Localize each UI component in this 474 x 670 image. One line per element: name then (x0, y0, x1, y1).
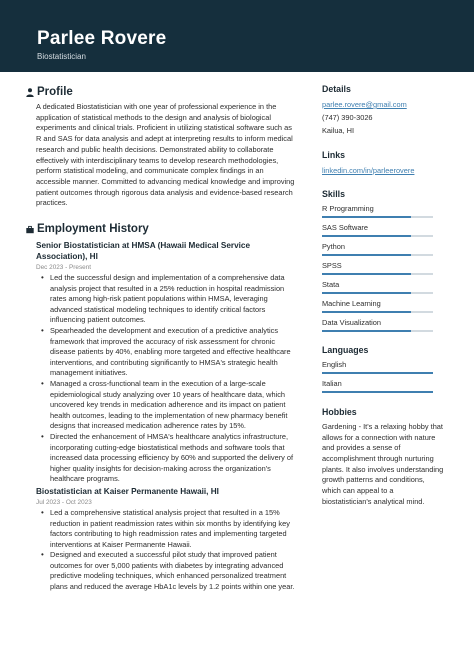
hobbies-title: Hobbies (322, 406, 357, 417)
skill-item (322, 223, 444, 237)
skill-label: Machine Learning (322, 298, 381, 308)
job-entry (36, 486, 296, 593)
skill-label: Stata (322, 279, 340, 289)
language-bar (322, 391, 433, 393)
profile-title: Profile (37, 86, 73, 98)
skill-item (322, 242, 444, 256)
details-title: Details (322, 84, 351, 94)
employment-heading (24, 221, 296, 237)
hobbies-section (322, 407, 444, 508)
job-entry (36, 240, 296, 485)
profile-text: A dedicated Biostatistician with one year of professional experience in the application of statistical methods to the design and analysis of biological experiments and clinical trials. Proficient in utilizing statistical software such as R and SAS for data analysis and adept at interpreting results to inform medical research and public health decisions. Demonstrated ability to collaborate effectively with interdisciplinary teams to develop research methodologies, perform statistical modeling, and communicate complex findings in an accessible manner. Committed to advancing medical knowledge and improving patient outcomes through rigorous data analysis and evidence-based research practices. (36, 102, 295, 208)
language-bar-fill (322, 372, 433, 374)
employment-title: Employment History (37, 223, 149, 236)
phone-text: (747) 390-3026 (322, 113, 373, 123)
skill-item (322, 318, 444, 332)
language-label: Italian (322, 378, 342, 388)
briefcase-icon (24, 225, 36, 234)
skill-item (322, 280, 444, 294)
skill-bar (322, 254, 433, 256)
job-date: Dec 2023 - Present (36, 264, 92, 272)
bullet-item: • Managed a cross-functional team in the execution of a large-scale epidemiological study analyzing over 10 years of healthcare data, which uncovered key trends in medication adherence and its impact on patient health outcomes, leading to the implementation of new pharmacy benefit designs that increased medication adherence rates by 15%. (36, 379, 296, 432)
skill-bar (322, 273, 433, 275)
skill-bar (322, 330, 433, 332)
email-link[interactable]: parlee.rovere@gmail.com (322, 100, 407, 109)
job-bullets (36, 508, 296, 593)
skill-bar-fill (322, 292, 411, 294)
profile-section (24, 84, 296, 209)
details-section (322, 84, 444, 137)
person-icon (24, 88, 36, 97)
hobbies-text: Gardening - It's a relaxing hobby that allows for a connection with nature and provides a sense of accomplishment through nurturing plants. It also involves understanding growth patterns and conditions, which can appeal to a biostatistician's analytical mind. (322, 421, 444, 506)
bullet-item: • Led the successful design and implementation of a comprehensive data analysis project that resulted in a 25% reduction in hospital readmission rates among high-risk patient populations within HMSA, leveraging advanced statistical modeling techniques to identify critical factors influencing patient outcomes. (36, 273, 296, 326)
skills-section (322, 189, 444, 332)
skill-bar (322, 216, 433, 218)
language-bar (322, 372, 433, 374)
skill-label: SAS Software (322, 222, 369, 232)
sidebar-column (322, 84, 444, 507)
employment-section (24, 221, 296, 593)
skills-title: Skills (322, 188, 345, 199)
skill-label: Python (322, 241, 346, 251)
bullet-item: • Led a comprehensive statistical analysis project that resulted in a 15% reduction in patient readmission rates within six months by identifying key factors contributing to high readmission rates and implementing targeted interventions at Kaiser Permanente Hawaii. (36, 508, 296, 550)
bullet-item: • Designed and executed a successful pilot study that improved patient outcomes for over 5,000 patients with diabetes by integrating advanced predictive modeling techniques, which enhanced personalized treatment plans and reduced the average HbA1c levels by 1.2 points within one year. (36, 550, 296, 592)
skill-bar (322, 311, 433, 313)
skill-bar-fill (322, 273, 411, 275)
languages-section (322, 345, 444, 393)
skill-bar-fill (322, 235, 411, 237)
location-text: Kailua, HI (322, 126, 355, 136)
skill-label: R Programming (322, 203, 374, 213)
main-column (24, 84, 296, 593)
job-title: Senior Biostatistician at HMSA (Hawaii Medical Service Association), HI (36, 241, 251, 262)
language-bar-fill (322, 391, 433, 393)
resume-header (0, 0, 474, 72)
skill-bar (322, 292, 433, 294)
skill-bar (322, 235, 433, 237)
skill-item (322, 261, 444, 275)
languages-title: Languages (322, 344, 369, 355)
skill-bar-fill (322, 330, 411, 332)
profile-heading (24, 84, 296, 100)
linkedin-link[interactable]: linkedin.com/in/parleerovere (322, 165, 415, 175)
language-item (322, 360, 444, 374)
candidate-name: Parlee Rovere (37, 28, 167, 49)
skill-item (322, 204, 444, 218)
skill-bar-fill (322, 311, 411, 313)
links-title: Links (322, 149, 345, 160)
job-title: Biostatistician at Kaiser Permanente Hawaii, HI (36, 486, 219, 496)
job-date: Jul 2023 - Oct 2023 (36, 498, 92, 506)
skill-bar-fill (322, 216, 411, 218)
skill-item (322, 299, 444, 313)
links-section (322, 150, 444, 176)
candidate-role: Biostatistician (37, 52, 86, 61)
language-item (322, 379, 444, 393)
job-bullets (36, 273, 296, 485)
bullet-item: • Spearheaded the development and execution of a predictive analytics framework that improved the accuracy of risk assessment for chronic disease patients by 40%, enabling more targeted and effective healthcare interventions, and contributing significantly to HMSA's strategic health management initiatives. (36, 326, 296, 379)
bullet-item: • Directed the enhancement of HMSA's healthcare analytics infrastructure, incorporating cutting-edge biostatistical methods and software tools that increased data processing efficiency by 60% and supported the delivery of higher quality insights for decision-making across the organization's healthcare programs. (36, 432, 296, 485)
skill-bar-fill (322, 254, 411, 256)
language-label: English (322, 359, 347, 369)
skill-label: Data Visualization (322, 317, 382, 327)
skill-label: SPSS (322, 260, 342, 270)
